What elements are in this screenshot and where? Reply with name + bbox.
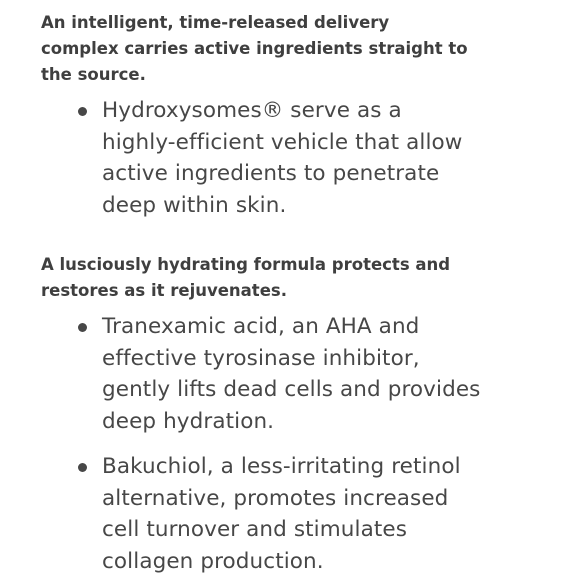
- section-intro-hydration: A lusciously hydrating formula protects and restores as it rejuvenates.: [41, 255, 451, 300]
- list-item: [0, 451, 482, 577]
- bullet-dot-icon: [78, 107, 87, 116]
- bullet-list-hydration: [0, 311, 580, 577]
- list-item: [0, 311, 482, 437]
- bullet-dot-icon: [78, 323, 87, 332]
- bullet-list-delivery: [0, 95, 580, 221]
- bullet-text: Bakuchiol, a less-irritating retinol alternative, promotes increased cell turnover and stimulates collagen production.: [102, 454, 461, 574]
- bullet-text: Hydroxysomes® serve as a highly-efficient vehicle that allow active ingredients to penetrate deep within skin.: [102, 98, 463, 218]
- bullet-dot-icon: [78, 463, 87, 472]
- list-item: [0, 95, 482, 221]
- bullet-text: Tranexamic acid, an AHA and effective tyrosinase inhibitor, gently lifts dead cells and provides deep hydration.: [102, 314, 481, 434]
- section-intro-delivery: An intelligent, time-released delivery complex carries active ingredients straight to the source.: [41, 13, 468, 84]
